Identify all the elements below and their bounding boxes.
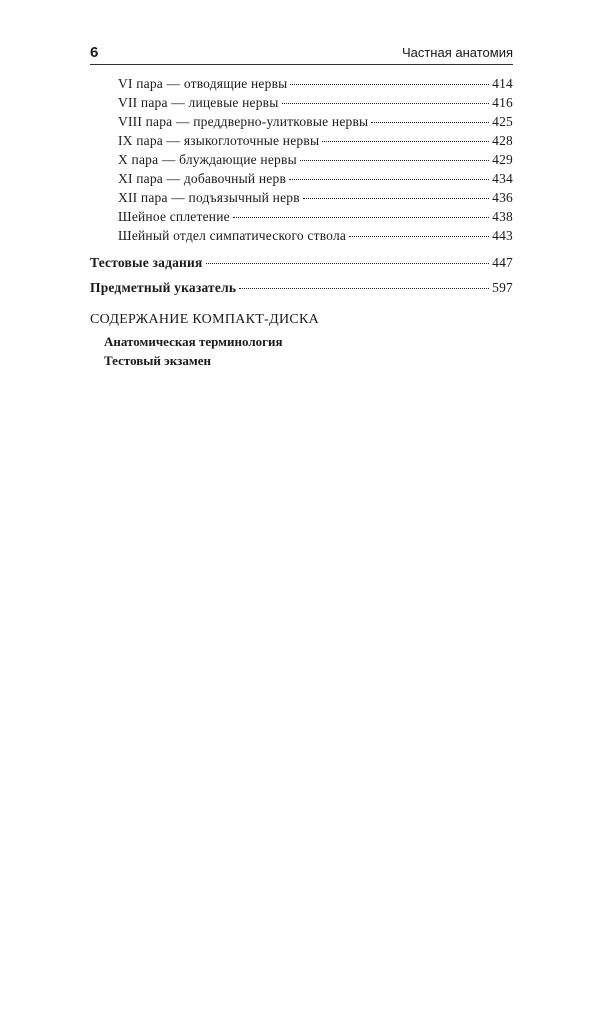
toc-entry: [90, 95, 513, 114]
toc-entry: [90, 209, 513, 228]
toc-entry-label: VI пара — отводящие нервы: [118, 76, 288, 91]
toc-entry-page: 429: [492, 152, 513, 167]
toc-entry-page: 416: [492, 95, 513, 110]
dot-leader: [239, 288, 489, 289]
header-rule: [90, 64, 513, 65]
toc-entry-label: XII пара — подъязычный нерв: [118, 190, 300, 205]
toc-entry-label: XI пара — добавочный нерв: [118, 171, 287, 186]
running-head: [90, 44, 513, 61]
dot-leader: [349, 236, 489, 237]
toc-entry-page: 428: [492, 133, 513, 148]
cd-contents-item: Анатомическая терминология: [104, 334, 283, 349]
dot-leader: [303, 198, 489, 199]
dot-leader: [371, 122, 489, 123]
cd-contents-item: Тестовый экзамен: [104, 353, 211, 368]
toc-entry-page: 434: [492, 171, 513, 186]
toc-entry-label: Шейное сплетение: [118, 209, 230, 224]
dot-leader: [233, 217, 489, 218]
toc-entry-label: VIII пара — преддверно-улитковые нервы: [118, 114, 369, 129]
dot-leader: [289, 179, 489, 180]
toc-entry-label: X пара — блуждающие нервы: [118, 152, 297, 167]
dot-leader: [290, 84, 489, 85]
toc-entry-page: 425: [492, 114, 513, 129]
toc-entry-page: 414: [492, 76, 513, 91]
dot-leader: [282, 103, 490, 104]
toc-entry: [90, 228, 513, 247]
dot-leader: [300, 160, 489, 161]
table-of-contents: [90, 76, 513, 299]
toc-entry-page: 597: [492, 280, 513, 295]
section-title: Частная анатомия: [401, 45, 513, 60]
toc-entry: [90, 171, 513, 190]
toc-entry: [90, 76, 513, 95]
toc-entry-label: IX пара — языкоглоточные нервы: [118, 133, 320, 148]
toc-entry-page: 436: [492, 190, 513, 205]
toc-section-entry: [90, 255, 513, 274]
dot-leader: [322, 141, 489, 142]
toc-entry: [90, 114, 513, 133]
page-number: 6: [90, 44, 99, 61]
toc-entry: [90, 190, 513, 209]
toc-entry-page: 443: [492, 228, 513, 243]
cd-contents-list: [104, 334, 283, 372]
toc-entry: [90, 152, 513, 171]
toc-entry-label: Тестовые задания: [90, 255, 203, 270]
toc-entry-page: 438: [492, 209, 513, 224]
toc-entry: [90, 133, 513, 152]
toc-entry-label: VII пара — лицевые нервы: [118, 95, 279, 110]
dot-leader: [206, 263, 490, 264]
toc-entry-page: 447: [492, 255, 513, 270]
toc-entry-label: Шейный отдел симпатического ствола: [118, 228, 347, 243]
toc-entry-label: Предметный указатель: [90, 280, 237, 295]
cd-contents-title: СОДЕРЖАНИЕ КОМПАКТ-ДИСКА: [90, 312, 320, 327]
toc-section-entry: [90, 280, 513, 299]
